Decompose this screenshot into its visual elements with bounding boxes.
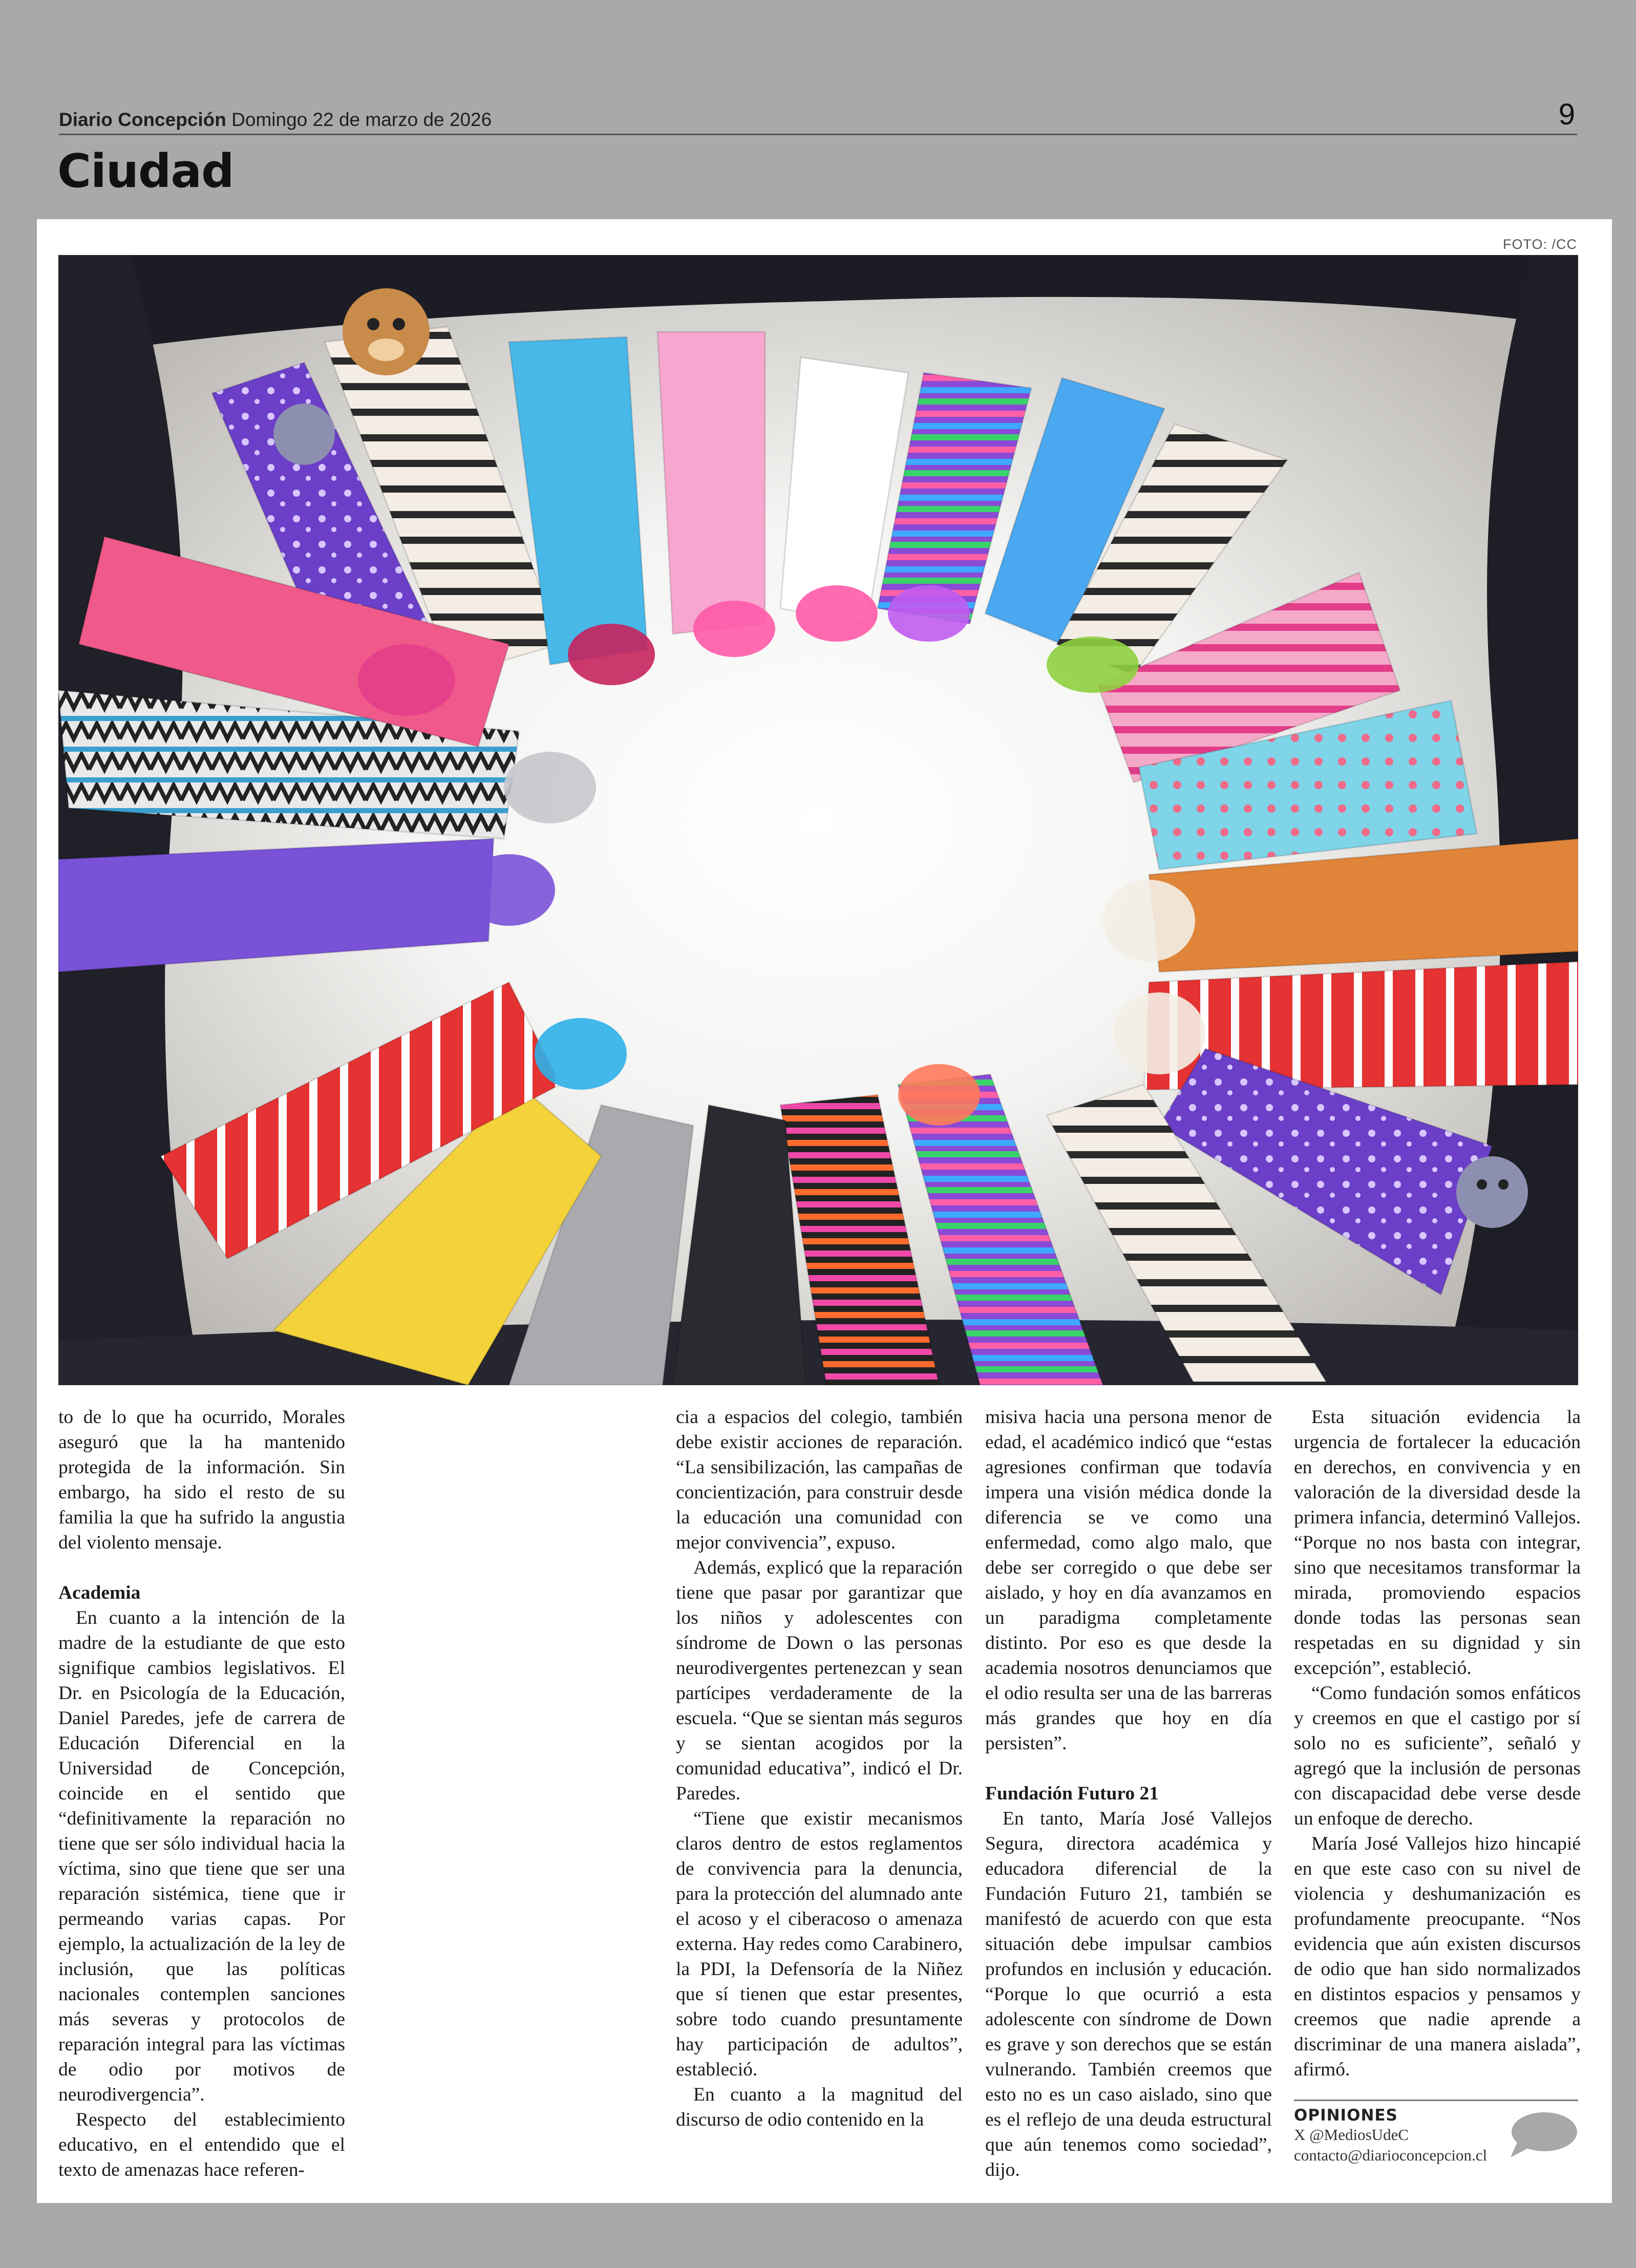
paragraph: En cuanto a la magnitud del discurso de odio contenido en la	[676, 2084, 963, 2130]
section-title: Ciudad	[57, 144, 234, 198]
opinion-handle: X @MediosUdeC	[1294, 2126, 1409, 2144]
paragraph: Esta situación evidencia la urgencia de fortalecer la educación en derechos, en convivencia y en valoración de la diversidad desde la primera infancia, determinó Vallejos. “Porque no nos basta con integrar, sino que necesitamos transformar la mirada, promoviendo espacios donde todas las personas sean respetadas en su dignidad y sin excepción”, estableció.	[1294, 1407, 1581, 1679]
socks-circle-illustration	[58, 255, 1578, 1385]
paragraph: En cuanto a la intención de la madre de la estudiante de que esto signifique cambios legislativos. El Dr. en Psicología de la Educación, Daniel Paredes, jefe de carrera de Educación Diferencial en la Universidad de Concepción, coincide en el sentido que “definitivamente la reparación no tiene que ser sólo individual hacia la víctima, sino que tiene que ser una reparación sistémica, tiene que ir permeando varias capas. Por ejemplo, la actualización de la ley de inclusión, que las políticas nacionales contemplen sanciones más severas y protocolos de reparación integral para las víctimas de odio por motivos de neurodivergencia”.	[58, 1607, 345, 2105]
article-photo	[58, 255, 1578, 1385]
paragraph: En tanto, María José Vallejos Segura, directora académica y educadora diferencial de la Fundación Futuro 21, también se manifestó de acuerdo con que esta situación debe impulsar cambios profundos en inclusión y educación. “Porque lo que ocurrió a esta adolescente con síndrome de Down es grave y son derechos que se están vulnerando. También creemos que esto no es un caso aislado, sino que es el reflejo de una deuda estructural que aún tenemos como sociedad”, dijo.	[985, 1808, 1272, 2180]
paragraph: Además, explicó que la reparación tiene que pasar por garantizar que los niños y adolescentes con síndrome de Down o las personas neurodivergentes pertenezcan y sean partícipes verdaderamente de la escuela. “Que se sientan más seguros y se sientan acogidos por la comunidad educativa”, indicó el Dr. Paredes.	[676, 1557, 963, 1804]
paragraph: misiva hacia una persona menor de edad, el académico indicó que “estas agresiones confirman que todavía impera una visión médica donde la diferencia se ve como una enfermedad, como algo malo, que debe ser corregido o que debe ser aislado, y hoy en día avanzamos en un paradigma completamente distinto. Por eso es que desde la academia nosotros denunciamos que el odio resulta ser una de las barreras más grandes que hoy en día persisten”.	[985, 1407, 1272, 1754]
speech-bubble-icon	[1506, 2110, 1578, 2159]
subheading-academia: Academia	[58, 1582, 141, 1603]
paragraph: María José Vallejos hizo hincapié en que este caso con su nivel de violencia y deshumanización es profundamente preocupante. “Nos evidencia que aún existen discursos de odio que han sido normalizados en distintos espacios y pensamos y creemos que nadie aprende a discriminar de una manera aislada”, afirmó.	[1294, 1833, 1581, 2080]
issue-date: Domingo 22 de marzo de 2026	[231, 109, 492, 130]
paragraph: “Como fundación somos enfáticos y creemos en que el castigo por sí solo no es suficiente”, señaló y agregó que la inclusión de personas con discapacidad debe verse desde un enfoque de derecho.	[1294, 1683, 1581, 1829]
page-number: 9	[1558, 98, 1575, 131]
text-column-3	[985, 1405, 1272, 2182]
paper-name: Diario Concepción	[59, 109, 226, 130]
opinion-title: OPINIONES	[1294, 2106, 1398, 2125]
paragraph: cia a espacios del colegio, también debe existir acciones de reparación. “La sensibilización, las campañas de concientización, para construir desde la educación una comunidad con mejor convivencia”, expuso.	[676, 1407, 963, 1553]
text-column-4	[1294, 1405, 1581, 2082]
masthead	[59, 98, 1577, 135]
subheading-fundacion: Fundación Futuro 21	[985, 1783, 1159, 1804]
text-column-2	[676, 1405, 963, 2132]
photo-credit: FOTO: /CC	[1502, 237, 1577, 252]
paragraph: to de lo que ha ocurrido, Morales aseguró que la ha mantenido protegida de la información. Sin embargo, ha sido el resto de su familia la que ha sufrido la angustia del violento mensaje.	[58, 1407, 345, 1553]
article-sheet	[37, 219, 1612, 2203]
paragraph: “Tiene que existir mecanismos claros dentro de estos reglamentos de convivencia para la denuncia, para la protección del alumnado ante el acoso y el ciberacoso o amenaza externa. Hay redes como Carabinero, la PDI, la Defensoría de la Niñez que sí tienen que estar presentes, sobre todo cuando presuntamente hay participación de adultos”, estableció.	[676, 1808, 963, 2080]
paragraph: Respecto del establecimiento educativo, en el entendido que el texto de amenazas hace referen-	[58, 2109, 345, 2180]
opinion-email[interactable]: contacto@diarioconcepcion.cl	[1294, 2146, 1488, 2164]
text-column-1	[58, 1405, 345, 2182]
masthead-paper-line	[59, 109, 492, 131]
opinion-box	[1294, 2100, 1578, 2166]
